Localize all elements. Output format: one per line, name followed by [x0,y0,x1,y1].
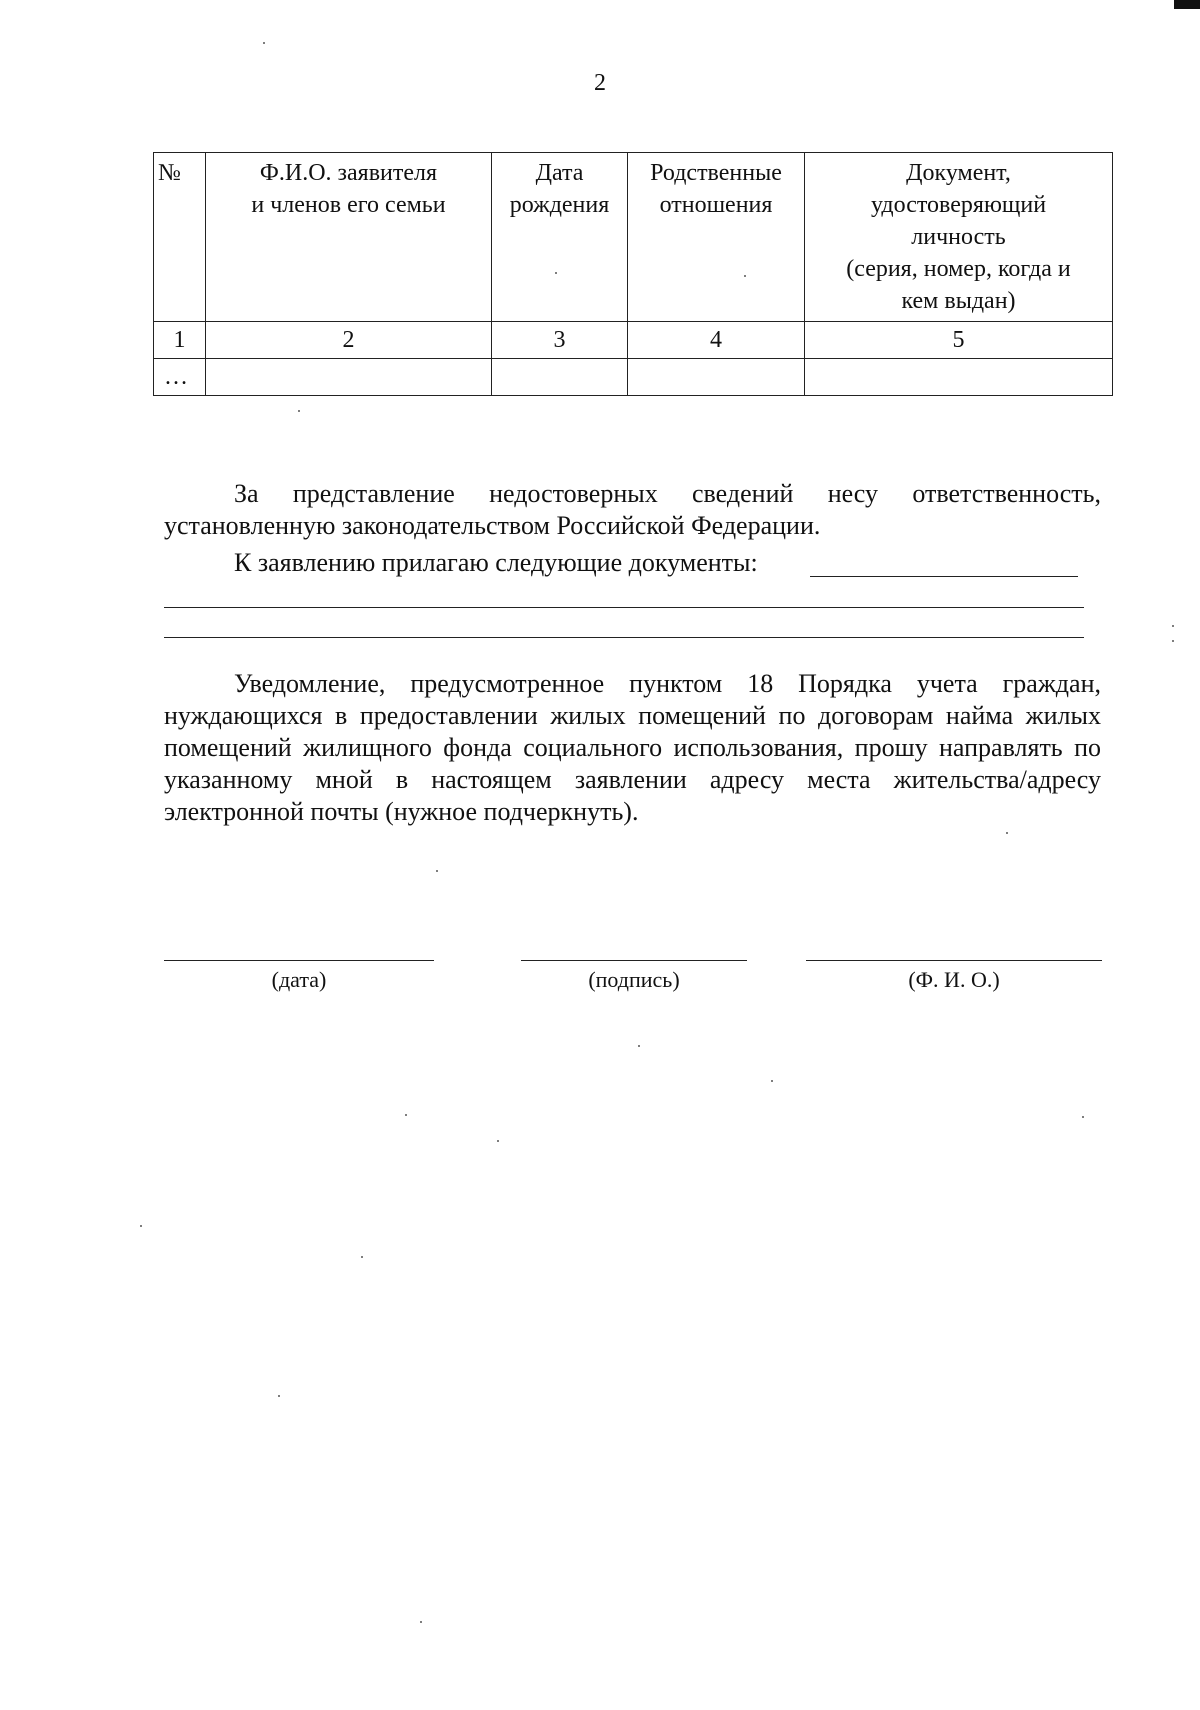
header-full-name: Ф.И.О. заявителя и членов его семьи [206,153,492,322]
attachments-input-line[interactable] [164,607,1084,608]
date-caption: (дата) [271,967,327,992]
page-number: 2 [594,70,606,96]
scan-speck [1172,640,1174,642]
table-cell: 3 [492,322,628,359]
table-cell: 1 [154,322,206,359]
table-row [154,322,1113,359]
header-identity-document: Документ, удостоверяющий личность (серия, номер, когда и кем выдан) [805,153,1113,322]
table-header-row [154,153,1113,322]
notification-statement: Уведомление, предусмотренное пунктом 18 Порядка учета граждан, нуждающихся в предоставлении жилых помещений по договорам найма жилых помещений жилищного фонда социального использования, прошу направлять по указанному мной в настоящем заявлении адресу места жительства/адресу электронной почты (нужное подчеркнуть). [164,669,1101,826]
scan-speck [278,1395,280,1397]
attachments-label: К заявлению прилагаю следующие документы: [234,548,758,577]
scan-speck [771,1080,773,1082]
scan-speck [1082,1116,1084,1118]
scan-speck [298,410,300,412]
scan-speck [1172,625,1174,627]
table-cell: 4 [628,322,805,359]
scan-speck [405,1114,407,1116]
table-cell: 5 [805,322,1113,359]
attachments-input-line[interactable] [810,576,1078,577]
responsibility-statement: За представление недостоверных сведений несу ответственность, установленную законодательством Российской Федерации. [164,479,1101,540]
table-cell: 2 [206,322,492,359]
table-cell [206,359,492,396]
table-cell: … [154,359,206,396]
scan-speck [436,870,438,872]
table-cell [628,359,805,396]
full-name-field-line[interactable] [806,960,1102,961]
header-birth-date: Дата рождения [492,153,628,322]
scan-speck [1006,832,1008,834]
scan-speck [361,1256,363,1258]
scan-speck [140,1225,142,1227]
table-row [154,359,1113,396]
scan-speck [420,1621,422,1623]
full-name-caption: (Ф. И. О.) [908,967,1000,992]
signature-field-line[interactable] [521,960,747,961]
scan-speck [638,1045,640,1047]
scan-speck [263,42,265,44]
table-cell [492,359,628,396]
attachments-input-line[interactable] [164,637,1084,638]
scan-speck [497,1140,499,1142]
date-field-line[interactable] [164,960,434,961]
signature-caption: (подпись) [588,967,680,992]
table-cell [805,359,1113,396]
header-number: № [154,153,206,322]
family-members-table [153,152,1113,396]
scan-corner-mark [1174,0,1200,9]
header-relationship: Родственные отношения [628,153,805,322]
